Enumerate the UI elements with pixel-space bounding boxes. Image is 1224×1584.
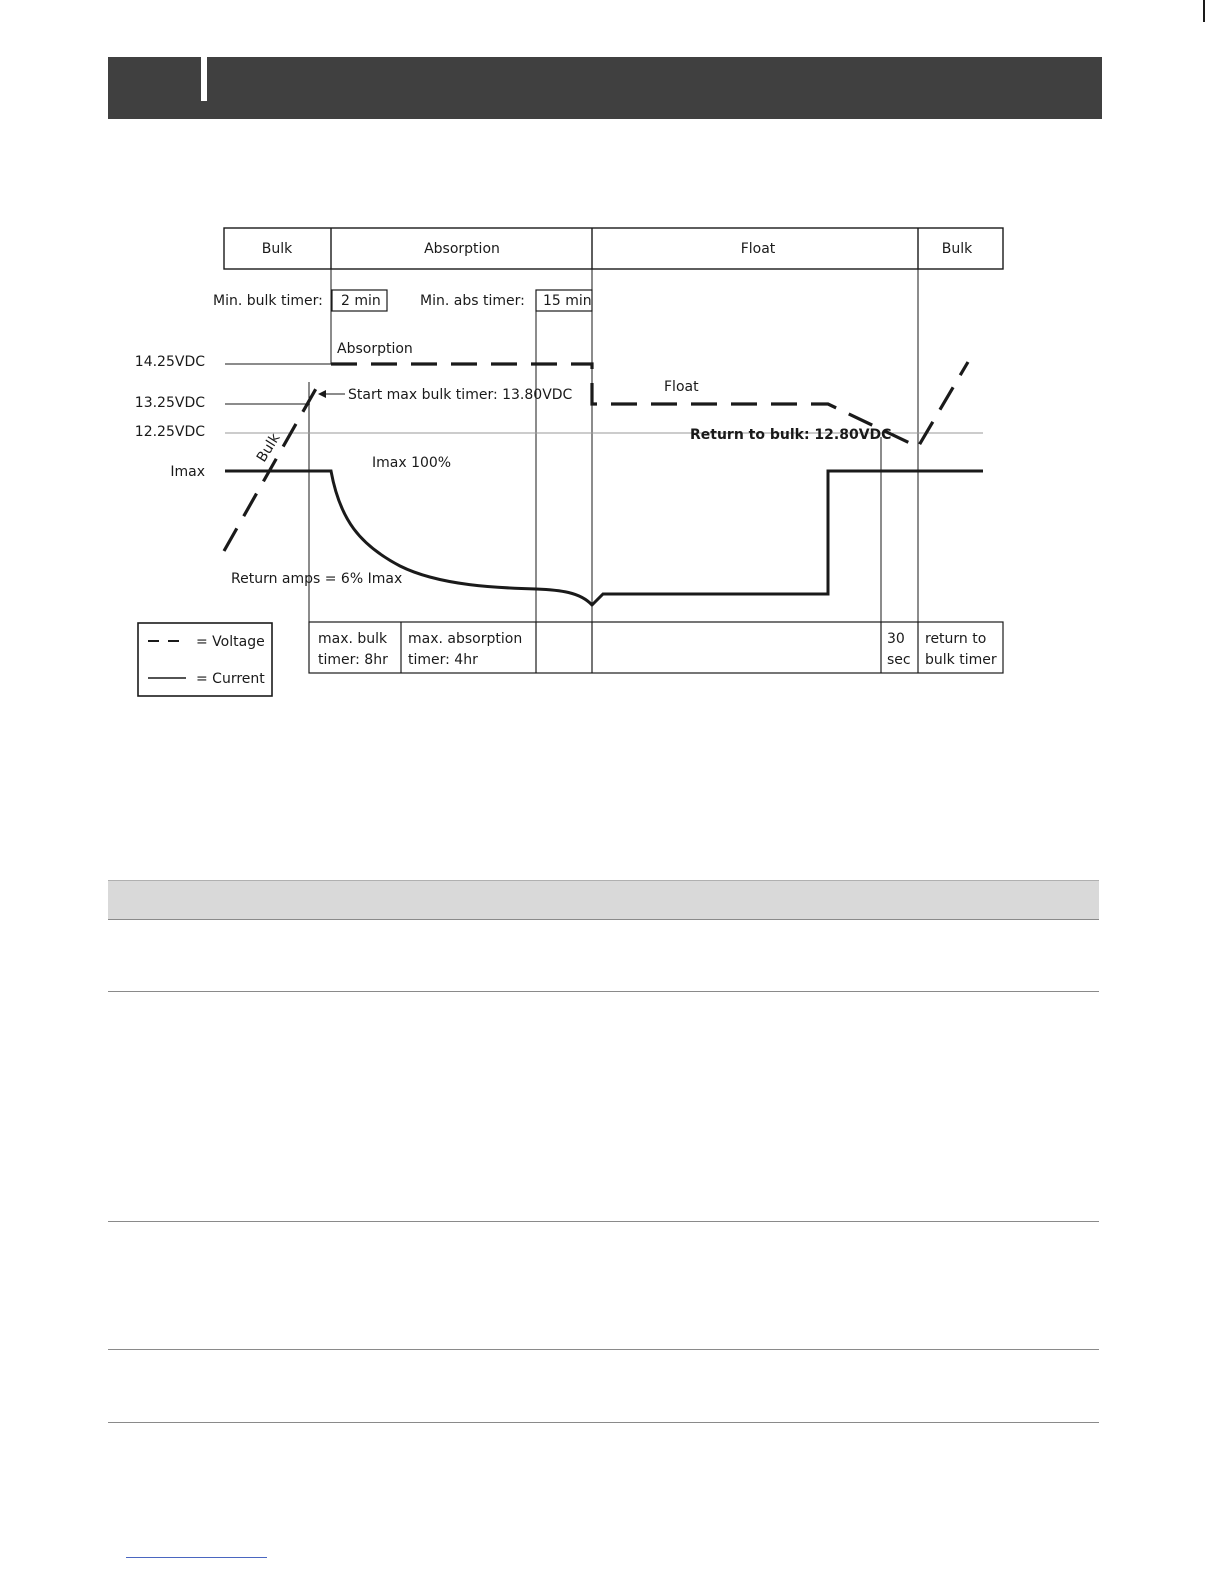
min-bulk-timer-label: Min. bulk timer: xyxy=(213,293,323,309)
table-row xyxy=(108,1222,1099,1350)
legend-voltage-label: = Voltage xyxy=(196,634,265,650)
min-abs-timer-value: 15 min xyxy=(543,293,592,309)
table-row xyxy=(108,992,1099,1222)
level-label-13-25: 13.25VDC xyxy=(134,395,205,411)
voltage-curve xyxy=(224,362,968,551)
timer-max-bulk-line1: max. bulk xyxy=(318,631,388,647)
timer-30-sec-line1: 30 xyxy=(887,631,905,647)
level-label-imax: Imax xyxy=(170,464,205,480)
min-bulk-timer-value: 2 min xyxy=(341,293,381,309)
timer-max-bulk-line2: timer: 8hr xyxy=(318,652,388,668)
phase-label-absorption: Absorption xyxy=(424,241,500,257)
phase-label-bulk: Bulk xyxy=(261,241,293,257)
legend-current-label: = Current xyxy=(196,671,265,687)
level-label-12-25: 12.25VDC xyxy=(134,424,205,440)
min-abs-timer-label: Min. abs timer: xyxy=(420,293,525,309)
charging-profile-diagram xyxy=(0,0,1224,720)
timer-return-to-bulk-line2: bulk timer xyxy=(925,652,997,668)
timer-return-to-bulk-line1: return to xyxy=(925,631,987,647)
settings-table xyxy=(108,880,1099,1423)
start-max-bulk-arrowhead xyxy=(318,390,326,398)
timer-max-absorption-line2: timer: 4hr xyxy=(408,652,478,668)
table-header-row xyxy=(108,880,1099,920)
level-label-14-25: 14.25VDC xyxy=(134,354,205,370)
phase-label-bulk-2: Bulk xyxy=(941,241,973,257)
phase-label-float: Float xyxy=(740,241,776,257)
annotation-return-amps: Return amps = 6% Imax xyxy=(231,571,403,587)
annotation-bulk: Bulk xyxy=(253,430,284,466)
annotation-imax-100: Imax 100% xyxy=(372,455,452,471)
annotation-start-max-bulk: Start max bulk timer: 13.80VDC xyxy=(348,387,573,403)
table-row xyxy=(108,920,1099,992)
annotation-float: Float xyxy=(664,379,699,395)
footer-link-underline[interactable] xyxy=(126,1557,267,1558)
table-row xyxy=(108,1350,1099,1423)
level-lines xyxy=(225,364,331,404)
timer-max-absorption-line1: max. absorption xyxy=(408,631,523,647)
phase-header-row xyxy=(224,228,1003,269)
timer-30-sec-line2: sec xyxy=(887,652,911,668)
annotation-absorption: Absorption xyxy=(337,341,413,357)
annotation-return-to-bulk: Return to bulk: 12.80VDC xyxy=(690,427,892,443)
